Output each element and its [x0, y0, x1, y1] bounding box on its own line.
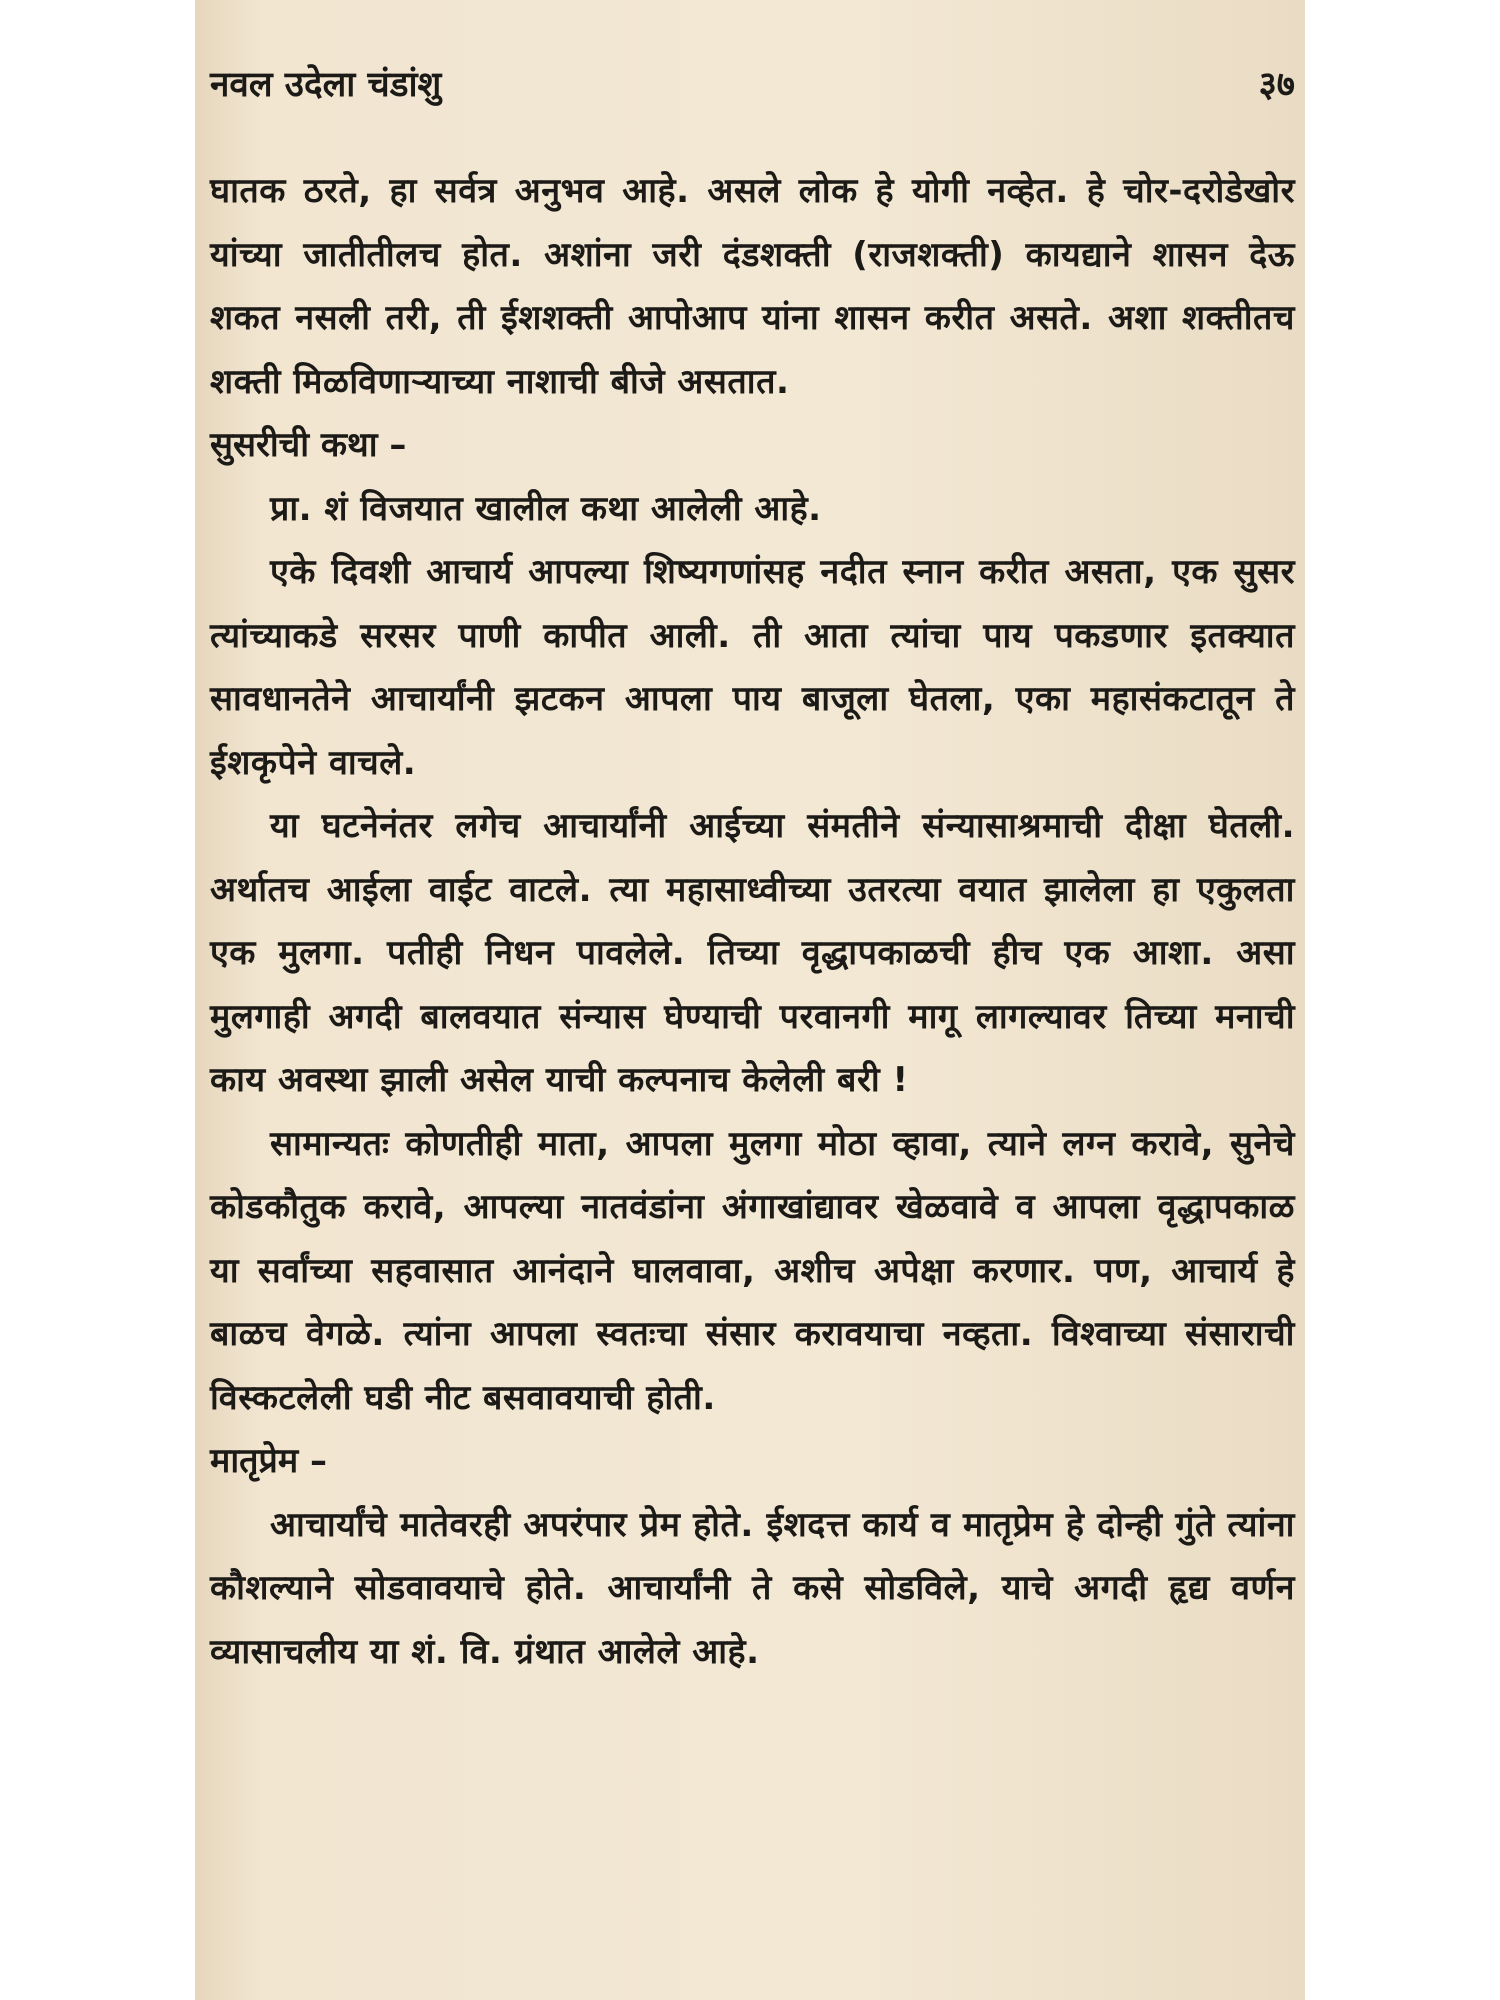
paragraph: एके दिवशी आचार्य आपल्या शिष्यगणांसह नदीत स्नान करीत असता, एक सुसर त्यांच्याकडे सरसर पाणी कापीत आली. ती आता त्यांचा पाय पकडणार इतक्यात सावधानतेने आचार्यांनी झटकन आपला पाय बाजूला घेतला, एका महासंकटातून ते ईशकृपेने वाचले.: [210, 552, 1295, 783]
paragraph: घातक ठरते, हा सर्वत्र अनुभव आहे. असले लोक हे योगी नव्हेत. हे चोर-दरोडेखोर यांच्या जातीतीलच होत. अशांना जरी दंडशक्ती (राजशक्ती) कायद्याने शासन देऊ शकत नसली तरी, ती ईशशक्ती आपोआप यांना शासन करीत असते. अशा शक्तीतच शक्ती मिळविणाऱ्याच्या नाशाची बीजे असतात.: [210, 171, 1295, 402]
section-heading: मातृप्रेम –: [210, 1441, 328, 1481]
paragraph: या घटनेनंतर लगेच आचार्यांनी आईच्या संमतीने संन्यासाश्रमाची दीक्षा घेतली. अर्थातच आईला वाईट वाटले. त्या महासाध्वीच्या उतरत्या वयात झालेला हा एकुलता एक मुलगा. पतीही निधन पावलेले. तिच्या वृद्धापकाळची हीच एक आशा. असा मुलगाही अगदी बालवयात संन्यास घेण्याची परवानगी मागू लागल्यावर तिच्या मनाची काय अवस्था झाली असेल याची कल्पनाच केलेली बरी !: [210, 806, 1295, 1100]
body-text: [210, 160, 1295, 1684]
book-page: [195, 0, 1305, 2000]
paragraph: आचार्यांचे मातेवरही अपरंपार प्रेम होते. ईशदत्त कार्य व मातृप्रेम हे दोन्ही गुंते त्यांना कौशल्याने सोडवावयाचे होते. आचार्यांनी ते कसे सोडविले, याचे अगदी हृद्य वर्णन व्यासाचलीय या शं. वि. ग्रंथात आलेले आहे.: [210, 1504, 1295, 1672]
running-header: [210, 60, 1295, 130]
paragraph: प्रा. शं विजयात खालील कथा आलेली आहे.: [270, 488, 822, 529]
section-heading: सुसरीची कथा –: [210, 425, 407, 465]
running-title: नवल उदेला चंडांशु: [210, 65, 442, 105]
paragraph: सामान्यतः कोणतीही माता, आपला मुलगा मोठा व्हावा, त्याने लग्न करावे, सुनेचे कोडकौतुक करावे, आपल्या नातवंडांना अंगाखांद्यावर खेळवावे व आपला वृद्धापकाळ या सर्वांच्या सहवासात आनंदाने घालवावा, अशीच अपेक्षा करणार. पण, आचार्य हे बाळच वेगळे. त्यांना आपला स्वतःचा संसार करावयाचा नव्हता. विश्वाच्या संसाराची विस्कटलेली घडी नीट बसवावयाची होती.: [210, 1123, 1295, 1418]
page-number: ३७: [1258, 65, 1295, 105]
